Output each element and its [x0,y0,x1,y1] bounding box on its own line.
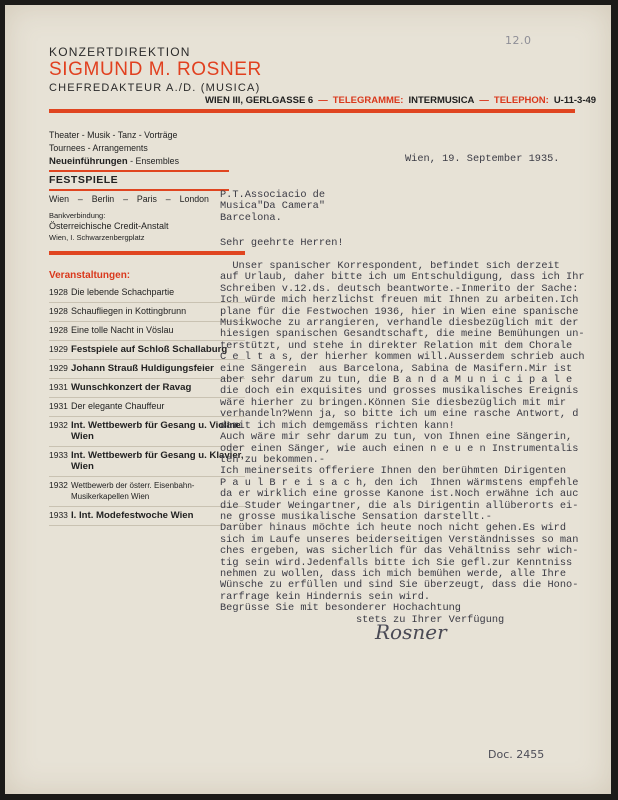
dash-separator: — [479,94,489,106]
city: London [179,194,209,204]
event-title: Int. Wettbewerb für Gesang u. Violine Wien [71,420,241,442]
city: Wien [49,194,70,204]
letter-line: da er wirklich eine grosse Kanone ist.Noch erwähne ich auc [220,488,579,501]
letter-line: stets zu Ihrer Verfügung [220,613,505,626]
event-title: I. Int. Modefestwoche Wien [71,510,194,521]
event-year: 1932 [49,420,68,430]
letter-line: C e l t a s, der hierher kommen will.Ausserdem schrieb auch [220,351,585,364]
event-year: 1928 [49,325,68,335]
phone-value: U-11-3-49 [553,94,597,106]
letter-line: Darüber hinaus möchte ich heute noch nicht gehen.Es wird [220,522,567,535]
address: WIEN III, GERLGASSE 6 [205,94,314,106]
services-line [49,155,229,168]
letter-line: hiesigen spanischen Gesandtschaft, die meine Bemühungen un- [220,328,585,341]
letter-line: Musikwoche zu arrangieren, verhandle diesbezüglich mit der [220,317,579,330]
letter-line: ne grosse musikalische Sensation darstellt.- [220,510,492,523]
archive-doc-reference: Doc. 2455 [488,748,545,761]
letter-line: Unser spanischer Korrespondent, befindet sich derzeit [220,261,560,272]
festspiele-heading: FESTSPIELE [49,174,119,186]
letter-line: oder einen Sänger, wie auch einen n e u e n Instrumentalis [220,442,579,455]
event-title: Festspiele auf Schloß Schallaburg [71,344,228,355]
letter-recipient [220,190,325,224]
letter-line: auf Urlaub, daher bitte ich um Entschuldigung, dass ich Ihr [220,271,585,284]
event-title: Schaufliegen in Kottingbrunn [71,306,187,316]
city: Berlin [91,194,115,204]
services-bold: Neueinführungen [49,156,128,167]
services-rest: - Ensembles [127,156,179,166]
letter-salutation: Sehr geehrte Herren! [220,237,344,249]
services-divider [49,170,229,172]
event-year: 1929 [49,363,68,373]
event-title: Eine tolle Nacht in Vöslau [71,325,174,335]
bank-block [49,210,169,243]
letter-line: aber sehr darum zu tun, die B a n d a M u n i c i p a l e [220,374,573,387]
event-year: 1928 [49,306,68,316]
letterhead-name: SIGMUND M. ROSNER [49,59,262,80]
event-row [49,447,245,477]
recipient-line: Barcelona. [220,211,282,224]
letter-line: Ich meinerseits offeriere Ihnen den berühmten Dirigenten [220,465,567,478]
event-year: 1929 [49,344,68,354]
letterhead-address-bar [205,92,597,108]
telegram-label: TELEGRAMME: [332,94,404,106]
event-row [49,322,245,341]
event-row [49,477,245,507]
services-divider [49,189,229,191]
event-title: Int. Wettbewerb für Gesang u. Klavier, Wien [71,450,244,472]
event-year: 1933 [49,450,68,460]
telegram-value: INTERMUSICA [408,94,475,106]
services-block [49,129,229,206]
event-year: 1931 [49,382,68,392]
letterhead-rule [49,109,575,113]
letter-line: terstützt, und stehe in direkter Relation mit dem Chorale [220,339,573,352]
letter-line: damit ich mich demgemäss richten kann! [220,419,455,432]
letter-date: Wien, 19. September 1935. [405,153,560,165]
letter-line: nehmen zu wollen, dass ich mich bemühen werde, alle Ihre [220,567,567,580]
cities-line: Wien – Berlin – Paris – London [49,194,209,204]
recipient-line: Musica"Da Camera" [220,200,326,213]
letter-line: die doch ein exquisites und grosses musikalisches Ereignis [220,385,579,398]
sidebar-rule [49,251,245,255]
event-row [49,398,245,417]
letter-line: plane für die Festwochen 1936, hier in Wien eine spanische [220,305,579,318]
bank-label: Bankverbindung: [49,211,106,220]
events-heading: Veranstaltungen: [49,270,131,281]
event-row [49,341,245,360]
event-row [49,507,245,526]
city: Paris [136,194,157,204]
phone-label: TELEPHON: [493,94,549,106]
letter-line: die Studer Weingartner, die als Dirigentin allüberorts ei- [220,499,579,512]
letter-line: Auch wäre mir sehr darum zu tun, von Ihnen eine Sängerin, [220,431,573,444]
recipient-line: P.T.Associacio de [220,189,326,201]
letter-line: eine Sängerein aus Barcelona, Sabina de Masifern.Mir ist [220,362,573,375]
events-list [49,284,245,526]
letter-line: sich im Laufe unseres beiderseitigen Verständnisses so man [220,533,579,546]
event-title: Wettbewerb der österr. Eisenbahn-Musikerkapellen Wien [71,481,195,501]
event-row [49,303,245,322]
letter-line: verhandeln?Wenn ja, so bitte ich um eine rasche Antwort, d [220,408,579,421]
letter-body [220,261,615,626]
event-year: 1928 [49,287,68,297]
event-title: Wunschkonzert der Ravag [71,382,192,393]
letter-line: Wünsche zu erfüllen und sind Sie überzeugt, dass die Hono- [220,579,579,592]
event-title: Der elegante Chauffeur [71,401,165,411]
event-year: 1933 [49,510,68,520]
letter-line: Schreiben v.12.ds. deutsch beantworte.-Inmerito der Sache: [220,282,579,295]
letter-line: ten zu bekommen.- [220,453,326,466]
services-line: Theater - Musik - Tanz - Vorträge [49,130,178,140]
bank-address: Wien, I. Schwarzenbergplatz [49,233,145,242]
letter-line: Begrüsse Sie mit besonderer Hochachtung [220,602,461,615]
letterhead-org: KONZERTDIREKTION [49,45,191,59]
event-row [49,284,245,303]
pencil-annotation: 12.0 [505,34,532,47]
event-row [49,417,245,447]
bank-name: Österreichische Credit-Anstalt [49,221,169,231]
dash-separator: — [318,94,328,106]
letter-line: rarfrage kein Hindernis sein wird. [220,590,431,603]
letter-line: Ich würde mich herzlichst freuen mit Ihnen zu arbeiten.Ich [220,294,579,307]
letter-line: wäre hierher zu bringen.Können Sie diesbezüglich mit mir [220,396,567,409]
letterhead-editor: CHEFREDAKTEUR A./D. (MUSICA) [49,82,261,94]
letter-line: ches ergeben, was sicherlich für das Vehältniss sehr wich- [220,545,579,558]
event-title: Die lebende Schachpartie [71,287,175,297]
letter-line: tig sein wird.Jedenfalls bitte ich Sie gefl.zur Kenntniss [220,556,573,569]
event-year: 1931 [49,401,68,411]
letter-sheet [5,5,611,794]
event-title: Johann Strauß Huldigungsfeier [71,363,214,374]
event-row [49,379,245,398]
handwritten-signature: Rosner [375,620,447,644]
event-year: 1932 [49,480,68,490]
letter-line: P a u l B r e i s a c h, den ich Ihnen wärmstens empfehle [220,476,579,489]
event-row [49,360,245,379]
services-line: Tournees - Arrangements [49,143,148,153]
